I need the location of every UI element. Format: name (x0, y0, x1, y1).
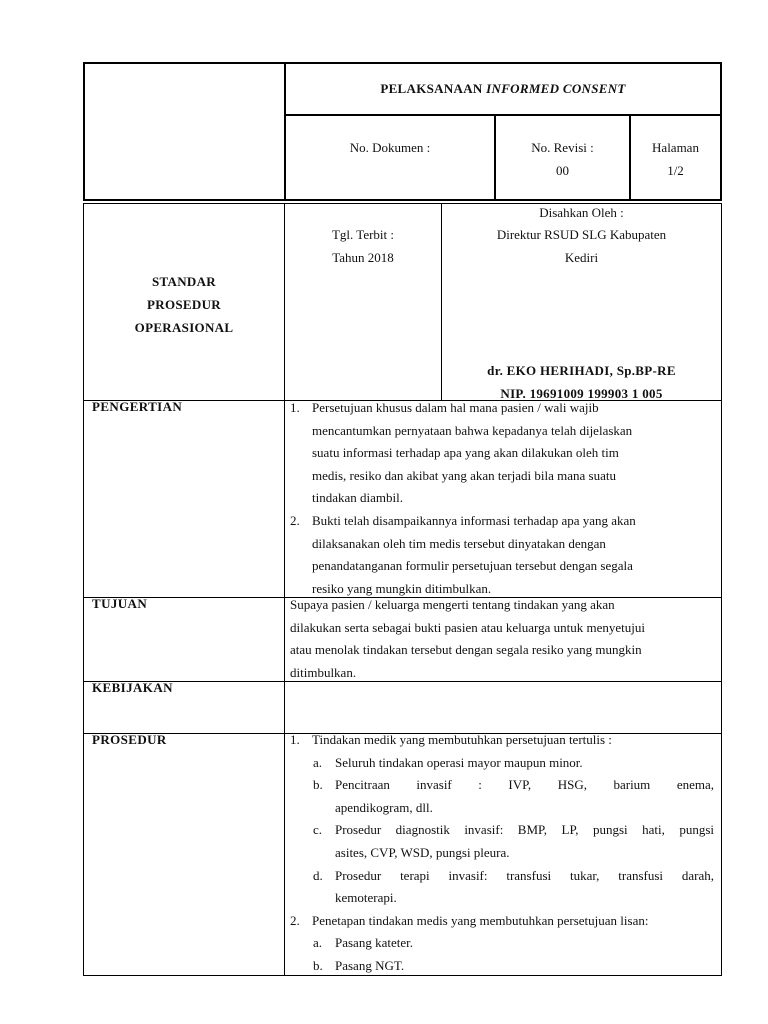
halaman-value: 1/2 (667, 163, 684, 178)
pengertian-label: PENGERTIAN (92, 399, 183, 414)
disahkan-cell (441, 203, 722, 401)
dokumen-label: No. Dokumen : (349, 140, 431, 155)
prosedur-list (290, 729, 714, 978)
list-item: a. Seluruh tindakan operasi mayor maupun minor. (313, 754, 583, 770)
document-title: PELAKSANAAN INFORMED CONSENT (380, 81, 626, 96)
signer-name: dr. EKO HERIHADI, Sp.BP-RE (487, 363, 676, 378)
tgl-terbit-label: Tgl. Terbit : (331, 227, 395, 242)
prosedur-label: PROSEDUR (92, 732, 167, 747)
pengertian-list (290, 397, 715, 600)
halaman-label: Halaman (652, 140, 699, 155)
tgl-terbit-cell (284, 203, 442, 401)
header-logo-cell (83, 62, 286, 201)
header-title-cell (284, 62, 722, 116)
list-item: 1. Tindakan medik yang membutuhkan persetujuan tertulis : (290, 732, 612, 747)
list-item: 1. Persetujuan khusus dalam hal mana pasien / wali wajib mencantumkan pernyataan bahwa kepadanya telah dijelaskan suatu informasi terhadap apa yang akan dilakukan oleh tim medis, resiko dan akibat yang akan terjadi bila mana suatu tindakan diambil. (290, 400, 633, 506)
direktur-line-2: Kediri (564, 250, 599, 265)
prosedur-label-cell (83, 733, 285, 976)
list-item: a. Pasang kateter. (313, 935, 413, 951)
header-halaman-cell (629, 114, 722, 201)
revisi-value: 00 (556, 163, 569, 178)
revisi-label: No. Revisi : (531, 140, 594, 155)
list-item: 2. Penetapan tindakan medis yang membutuhkan persetujuan lisan: (290, 912, 649, 928)
kebijakan-label: KEBIJAKAN (92, 680, 173, 695)
kebijakan-content-cell (284, 681, 722, 734)
header-dokumen-cell (284, 114, 496, 201)
list-item: c. Prosedur diagnostik invasif: BMP, LP, pungsi hati, pungsi asites, CVP, WSD, pungsi pleura. (313, 822, 714, 860)
direktur-line-1: Direktur RSUD SLG Kabupaten (496, 227, 667, 242)
sop-label: STANDAR PROSEDUR OPERASIONAL (134, 274, 234, 335)
list-item: b. Pasang NGT. (313, 957, 405, 973)
tujuan-text: Supaya pasien / keluarga mengerti tentang tindakan yang akan dilakukan serta sebagai bukti pasien atau keluarga untuk menyetujui atau menolak tindakan tersebut dengan segala resiko yang mungkin ditimbulkan. (290, 597, 645, 680)
header-revisi-cell (494, 114, 631, 201)
tujuan-label-cell (83, 597, 285, 682)
list-item: d. Prosedur terapi invasif: transfusi tukar, transfusi darah, kemoterapi. (313, 867, 714, 906)
disahkan-label: Disahkan Oleh : (539, 205, 624, 220)
list-item: b. Pencitraan invasif : IVP, HSG, barium enema, apendikogram, dll. (313, 777, 714, 815)
tujuan-label: TUJUAN (92, 596, 148, 611)
pengertian-label-cell (83, 400, 285, 598)
kebijakan-label-cell (83, 681, 285, 734)
list-item: 2. Bukti telah disampaikannya informasi terhadap apa yang akan dilaksanakan oleh tim medis tersebut dinyatakan dengan penandatanganan formulir persetujuan tersebut dengan segala resiko yang mungkin ditimbulkan. (290, 512, 636, 596)
signer-nip: NIP. 19691009 199903 1 005 (500, 386, 663, 401)
sop-label-cell (83, 203, 285, 401)
tgl-terbit-value: Tahun 2018 (332, 250, 394, 265)
